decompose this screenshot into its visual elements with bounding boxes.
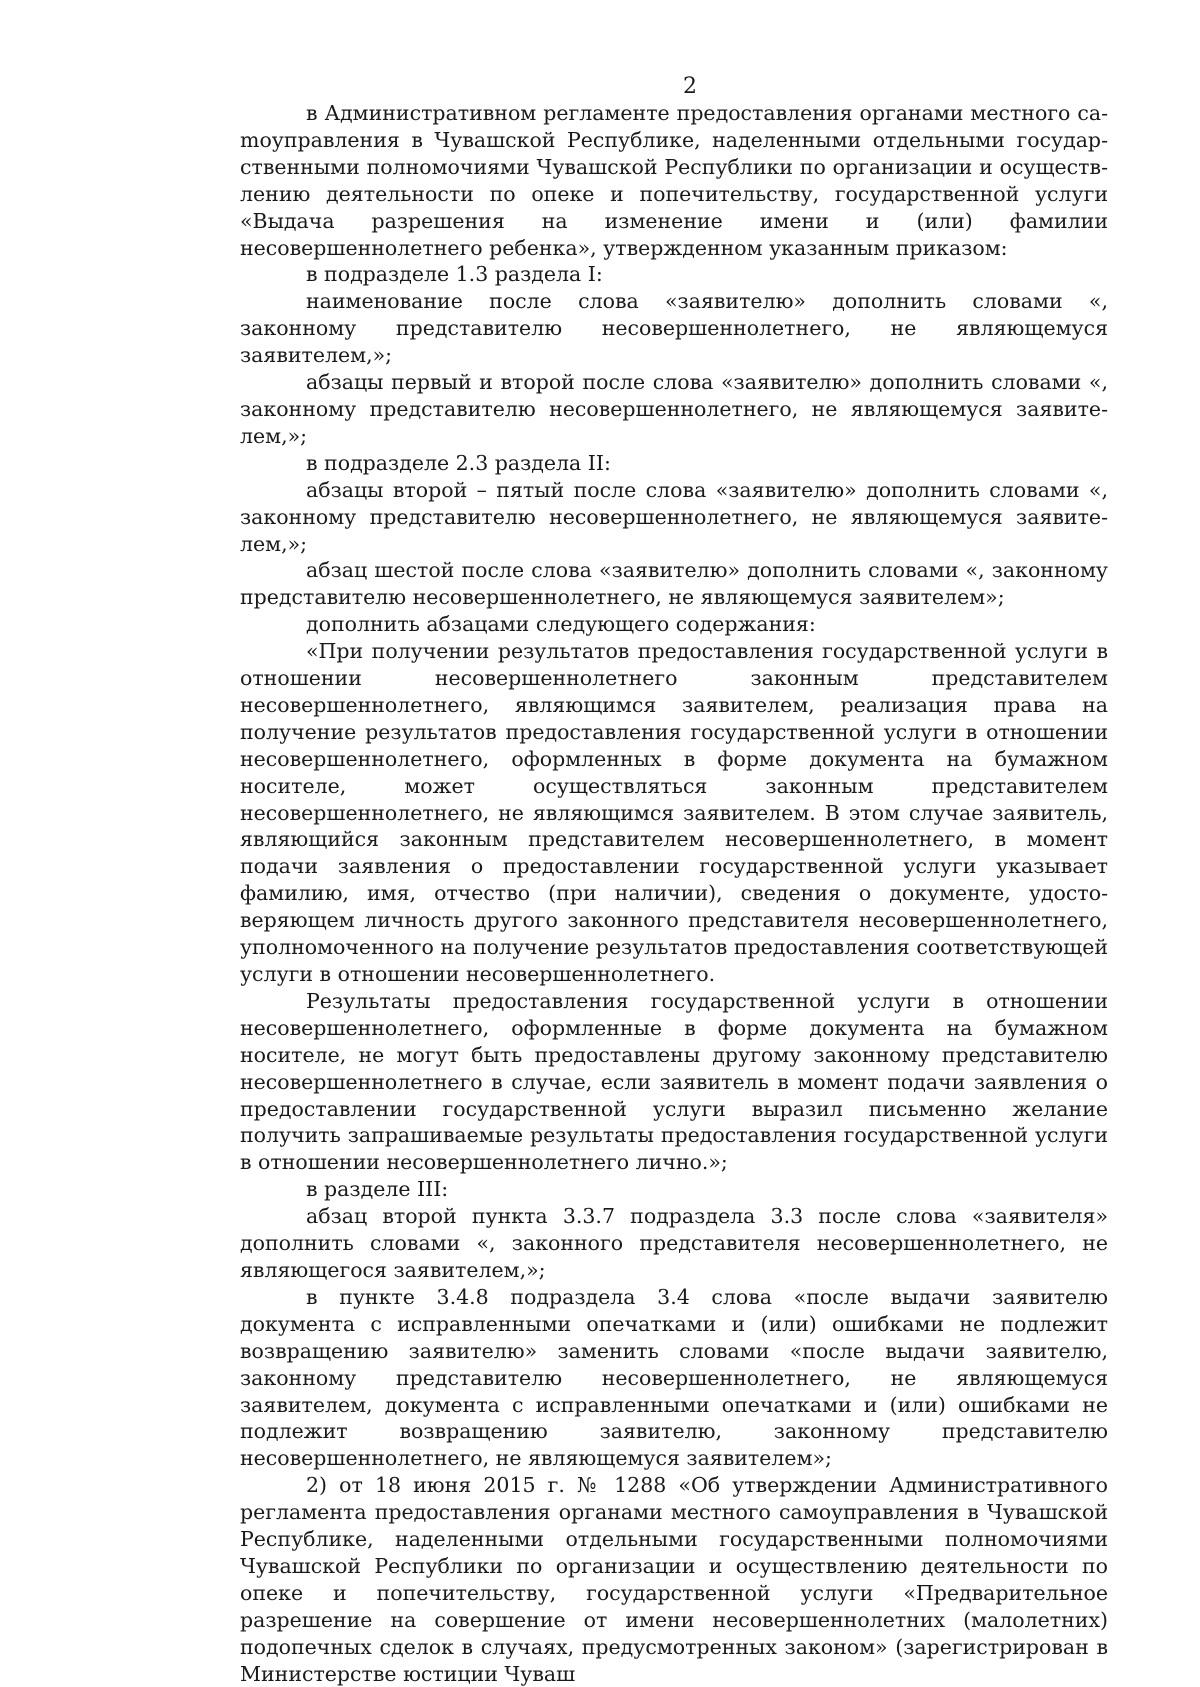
paragraph-quoted-results-restriction: Результаты предоставления государственной услуги в отношении несовершеннолетнего, оформленные в форме документа на бумажном носителе, не могут быть предоставлены другому законному представителю несовершеннолетнего в случае, если заявитель в момент подачи заявления о предоставлении государственной услуги выразил письменно желание получить запрашиваемые результаты предоставления государственной услуги в отношении несовершеннолетнего лично.»; bbox=[240, 988, 1108, 1175]
paragraph-second-fifth-amendment: абзацы второй – пятый после слова «заявителю» дополнить словами «, законному представителю несовершеннолетнего, не являющемуся заявителем,»; bbox=[240, 477, 1108, 556]
paragraph-subsection-1-3: в подразделе 1.3 раздела I: bbox=[306, 262, 603, 287]
paragraph-name-amendment: наименование после слова «заявителю» дополнить словами «, законному представителю несовершеннолетнего, не являющемуся заявителем,»; bbox=[240, 289, 1108, 368]
paragraph-first-second-amendment: абзацы первый и второй после слова «заявителю» дополнить словами «, законному представителю несовершеннолетнего, не являющемуся заявителем,»; bbox=[240, 370, 1108, 448]
paragraph-item-3-3-7: абзац второй пункта 3.3.7 подраздела 3.3 после слова «заявителя» дополнить словами «, законного представителя несовершеннолетнего, не являющегося заявителем,»; bbox=[240, 1204, 1108, 1282]
paragraph-subsection-2-3: в подразделе 2.3 раздела II: bbox=[306, 450, 611, 475]
paragraph-sixth-amendment: абзац шестой после слова «заявителю» дополнить словами «, законному представителю несовершеннолетнего, не являющемуся заявителем»; bbox=[240, 558, 1108, 610]
paragraph-item-3-4-8: в пункте 3.4.8 подраздела 3.4 слова «после выдачи заявителю документа с исправленными опечатками и (или) ошибками не подлежит возвращению заявителю» заменить словами «после выдачи заявителю, законному представителю несовершеннолетнего, не являющемуся заявителем, документа с исправленными опечатками и (или) ошибками не подлежит возвращению заявителю, законному представителю несовершеннолетнего, не являющемуся заявителем»; bbox=[240, 1284, 1108, 1471]
paragraph-add-content-intro: дополнить абзацами следующего содержания: bbox=[306, 612, 816, 637]
paragraph-regulation-intro: в Административном регламенте предоставления органами местного саmоуправления в Чувашской Республике, наделенными отдельными государственными полномочиями Чувашской Республики по организации и осуществлению деятельности по опеке и попечительству, государственной услуги «Выдача разрешения на изменение имени и (или) фамилии несовершеннолетнего ребенка», утвержденном указанным приказом: bbox=[240, 101, 1108, 260]
paragraph-section-3: в разделе III: bbox=[306, 1177, 449, 1202]
paragraph-quoted-results-receipt: «При получении результатов предоставления государственной услуги в отношении несовершеннолетнего законным представителем несовершеннолетнего, являющимся заявителем, реализация права на получение результатов предоставления государственной услуги в отношении несовершеннолетнего, оформленных в форме документа на бумажном носителе, может осуществляться законным представителем несовершеннолетнего, не являющимся заявителем. В этом случае заявитель, являющийся законным представителем несовершеннолетнего, в момент подачи заявления о предоставлении государственной услуги указывает фамилию, имя, отчество (при наличии), сведения о документе, удостоверяющем личность другого законного представителя несовершеннолетнего, уполномоченного на получение результатов предоставления соответствующей услуги в отношении несовершеннолетнего. bbox=[240, 639, 1108, 986]
document-body bbox=[240, 100, 1108, 1687]
page-number: 2 bbox=[683, 74, 697, 99]
paragraph-order-1288: 2) от 18 июня 2015 г. № 1288 «Об утверждении Административного регламента предоставления органами местного самоуправления в Чувашской Республике, наделенными отдельными государственными полномочиями Чувашской Республики по организации и осуществлению деятельности по опеке и попечительству, государственной услуги «Предварительное разрешение на совершение от имени несовершеннолетних (малолетних) подопечных сделок в случаях, предусмотренных законом» (зарегистрирован в Министерстве юстиции Чуваш bbox=[240, 1473, 1108, 1686]
